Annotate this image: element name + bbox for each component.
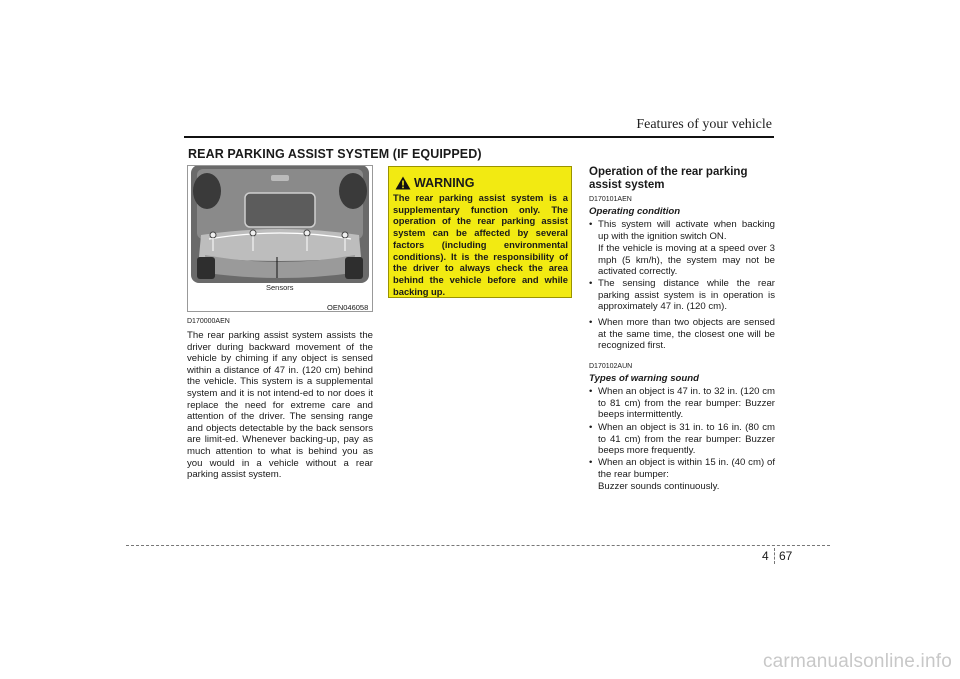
condition-heading: Operating condition xyxy=(589,206,681,217)
watermark-text: carmanualsonline.info xyxy=(762,651,952,672)
header-rule xyxy=(184,136,774,138)
list-item xyxy=(589,386,775,421)
list-item-text: This system will activate when backing up with the ignition switch ON. xyxy=(598,219,775,242)
list-item-extra: Buzzer sounds continuously. xyxy=(598,481,720,493)
list-item xyxy=(589,219,775,278)
header-title: Features of your vehicle xyxy=(636,117,772,132)
warning-title: WARNING xyxy=(414,176,475,190)
figure-code: OEN046058 xyxy=(327,303,369,312)
bullet-dot: • xyxy=(589,278,593,289)
list-item xyxy=(589,317,775,352)
footer-section-number: 4 xyxy=(762,549,769,563)
list-item-text: The sensing distance while the rear parking assist system is in operation is approximately 47 in. (120 cm). xyxy=(598,278,775,313)
intro-code: D170000AEN xyxy=(187,318,230,325)
intro-paragraph: The rear parking assist system assists the driver during backward movement of the vehicle by chiming if any object is sensed within a distance of 47 in. (120 cm) behind the vehicle. This system is a supplemental system and it is not intend-ed to nor does it replace the need for extreme care and attention of the driver. The sensing range and objects detectable by the back sensors are limit-ed. Whenever backing-up, pay as much attention to what is behind you as you would in a vehicle without a rear parking assist system. xyxy=(187,330,373,481)
bullet-dot: • xyxy=(589,219,593,230)
warning-text: The rear parking assist system is a supplementary function only. The operation of the rear parking assist system can be affected by several factors (including environmental conditions). It is the responsibility of the driver to always check the area behind the vehicle before and while backing up. xyxy=(393,192,568,297)
warning-triangle-icon xyxy=(395,176,411,190)
list-item-text: When an object is 47 in. to 32 in. (120 cm to 81 cm) from the rear bumper: Buzzer beeps intermittently. xyxy=(598,386,775,421)
figure-label-sensors: Sensors xyxy=(266,283,294,292)
condition-code: D170101AEN xyxy=(589,196,632,203)
bullet-dot: • xyxy=(589,386,593,397)
list-item-extra: If the vehicle is moving at a speed over 3 mph (5 km/h), the system may not be activated correctly. xyxy=(598,243,775,278)
section-title: REAR PARKING ASSIST SYSTEM (IF EQUIPPED) xyxy=(188,147,482,161)
list-item-text: When an object is 31 in. to 16 in. (80 cm to 41 cm) from the rear bumper: Buzzer beeps more frequently. xyxy=(598,422,775,457)
bullet-dot: • xyxy=(589,422,593,433)
list-item-text: When more than two objects are sensed at the same time, the closest one will be recognized first. xyxy=(598,317,775,352)
footer-page-number: 67 xyxy=(779,549,793,563)
bullet-dot: • xyxy=(589,457,593,468)
operation-title: Operation of the rear parking assist system xyxy=(589,166,748,191)
list-item-text: When an object is within 15 in. (40 cm) of the rear bumper: xyxy=(598,457,775,480)
list-item xyxy=(589,278,775,313)
bullet-dot: • xyxy=(589,317,593,328)
list-item xyxy=(589,457,775,493)
list-item xyxy=(589,422,775,457)
sound-heading: Types of warning sound xyxy=(589,373,699,384)
sound-code: D170102AUN xyxy=(589,363,633,370)
footer-rule xyxy=(126,545,830,546)
footer-separator xyxy=(774,548,775,564)
